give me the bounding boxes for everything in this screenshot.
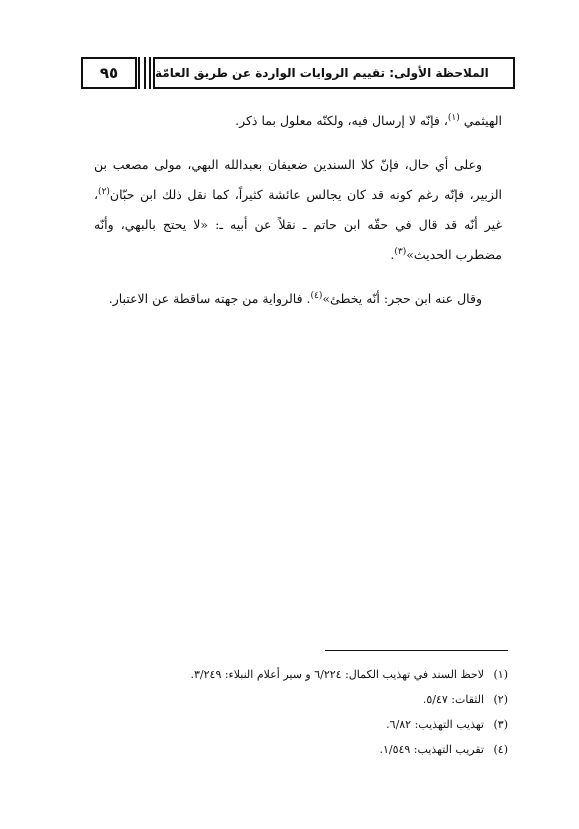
running-title: الملاحظة الأولى: تقييم الروايات الواردة عن طريق العامّة	[153, 57, 515, 89]
footnotes	[150, 662, 508, 762]
footnote-ref[interactable]: (٢)	[98, 186, 110, 197]
header-divider	[149, 57, 151, 89]
body-text	[94, 106, 502, 328]
footnote-number: (٢)	[493, 693, 508, 706]
paragraph: الهيثمي $^{(١)}$، فإنّه لا إرسال فيه، ولكنّه معلول بما ذكر.	[235, 112, 502, 128]
footnote-text: لاحظ السند في تهذيب الكمال: ٦/٢٢٤ و سير أعلام النبلاء: ٣/٢٤٩.	[190, 668, 484, 681]
footnote-item	[150, 687, 508, 712]
paragraph: وقال عنه ابن حجر: أنّه يخطئ»$^{(٤)}$. فالرواية من جهته ساقطة عن الاعتبار.	[108, 290, 482, 306]
header-divider	[144, 57, 146, 89]
footnote-number: (٣)	[493, 718, 508, 731]
footnote-separator	[325, 650, 508, 651]
page-header	[81, 57, 515, 89]
footnote-item	[150, 712, 508, 737]
footnote-number: (٤)	[493, 743, 508, 756]
footnote-text: تقريب التهذيب: ١/٥٤٩.	[379, 743, 484, 756]
footnote-text: تهذيب التهذيب: ٦/٨٢.	[386, 718, 484, 731]
footnote-number: (١)	[493, 668, 508, 681]
footnote-ref[interactable]: (٤)	[310, 290, 323, 301]
header-divider	[138, 57, 140, 89]
page-number: ٩٥	[81, 57, 137, 89]
paragraph: وعلى أي حال، فإنّ كلا السندين ضعيفان بعبدالله البهي، مولى مصعب بن الزبير، فإنّه رغم كونه قد كان يجالس عائشة كثيراً، كما نقل ذلك ابن حبّان$^{(٢)}$، غير أنّه قد قال في حقّه ابن حاتم ـ نقلاً عن أبيه ـ: «لا يحتج بالبهي، وأنّه مضطرب الحديث»$^{(٣)}$.	[94, 157, 502, 262]
footnote-item	[150, 662, 508, 687]
footnote-ref[interactable]: (٣)	[394, 246, 407, 257]
footnote-ref[interactable]: (١)	[447, 112, 460, 123]
footnote-text: الثقات: ٥/٤٧.	[422, 693, 484, 706]
footnote-item	[150, 737, 508, 762]
